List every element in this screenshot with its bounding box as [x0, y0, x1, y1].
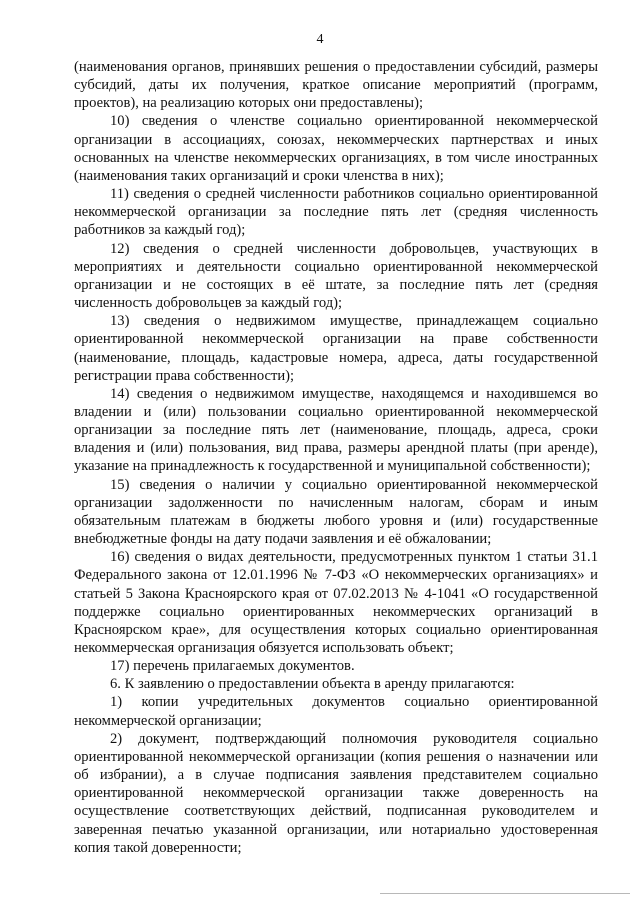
paragraph-attachment-1: 1) копии учредительных документов социально ориентированной некоммерческой организации; — [74, 694, 598, 729]
paragraph-continuation: (наименования органов, принявших решения о предоставлении субсидий, размеры субсидий, даты их получения, краткое описание мероприятий (программ, проектов), на реализацию которых они предоставлены); — [74, 59, 598, 112]
paragraph-item-15: 15) сведения о наличии у социально ориентированной некоммерческой организации задолженности по начисленным налогам, сборам и иным обязательным платежам в бюджеты любого уровня и (или) государственные внебюджетные фонды на дату подачи заявления и её обжаловании; — [74, 476, 598, 548]
document-body — [74, 58, 598, 857]
paragraph-item-17: 17) перечень прилагаемых документов. — [110, 658, 355, 675]
paragraph-section-6: 6. К заявлению о предоставлении объекта в аренду прилагаются: — [110, 676, 515, 693]
paragraph-item-11: 11) сведения о средней численности работников социально ориентированной некоммерческой организации за последние пять лет (средняя численность работников за каждый год); — [74, 186, 598, 239]
paragraph-item-13: 13) сведения о недвижимом имуществе, принадлежащем социально ориентированной некоммерческой организации на праве собственности (наименование, площадь, кадастровые номера, адреса, даты государственной регистрации права собственности); — [74, 313, 598, 384]
paragraph-item-14: 14) сведения о недвижимом имуществе, находящемся и находившемся во владении и (или) пользовании социально ориентированной некоммерческой организации за последние пять лет (наименование, площадь, адреса, сроки владения и (или) пользования, вид права, размеры арендной платы (при аренде), указание на принадлежность к государственной и муниципальной собственности); — [74, 385, 598, 475]
paragraph-item-10: 10) сведения о членстве социально ориентированной некоммерческой организации в ассоциациях, союзах, некоммерческих партнерствах и иных основанных на членстве некоммерческих организациях, в том числе иностранных (наименования таких организаций и сроки членства в них); — [74, 113, 598, 184]
page-edge-divider — [380, 893, 630, 894]
paragraph-attachment-2: 2) документ, подтверждающий полномочия руководителя социально ориентированной некоммерческой организации (копия решения о назначении или об избрании), а в случае подписания заявления представителем социально ориентированной некоммерческой организации также доверенность на осуществление соответствующих действий, подписанная руководителем и заверенная печатью указанной организации, или нотариально удостоверенная копия такой доверенности; — [74, 730, 598, 856]
paragraph-item-16: 16) сведения о видах деятельности, предусмотренных пунктом 1 статьи 31.1 Федерального закона от 12.01.1996 № 7-ФЗ «О некоммерческих организациях» и статьей 5 Закона Красноярского края от 07.02.2013 № 4-1041 «О государственной поддержке социально ориентированных некоммерческих организаций в Красноярском крае», для осуществления которых социально ориентированная некоммерческая организация обязуется использовать объект; — [74, 549, 598, 656]
page-number: 4 — [316, 32, 324, 47]
paragraph-item-12: 12) сведения о средней численности добровольцев, участвующих в мероприятиях и деятельности социально ориентированной некоммерческой организации и не состоящих в её штате, за последние пять лет (средняя численность добровольцев за каждый год); — [74, 240, 598, 312]
